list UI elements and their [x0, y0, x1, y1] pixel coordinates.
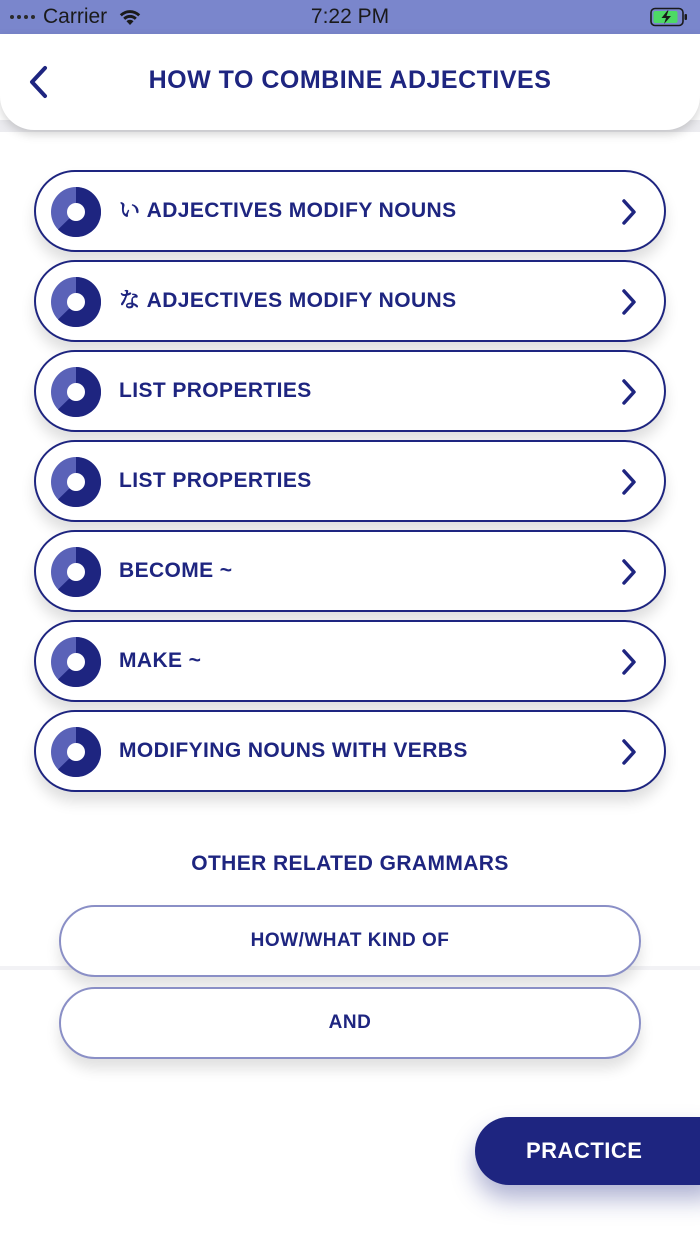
related-grammar-button[interactable]: AND	[59, 987, 641, 1059]
progress-ring-icon	[51, 367, 101, 417]
progress-ring-icon	[51, 187, 101, 237]
page-title: HOW TO COMBINE ADJECTIVES	[148, 66, 552, 94]
progress-ring-icon	[51, 277, 101, 327]
status-time: 7:22 PM	[310, 5, 390, 28]
lesson-label: LIST PROPERTIES	[119, 379, 312, 402]
lesson-label: い ADJECTIVES MODIFY NOUNS	[119, 199, 457, 222]
chevron-right-icon	[620, 288, 638, 316]
lesson-item[interactable]	[34, 620, 666, 702]
progress-ring-icon	[51, 727, 101, 777]
chevron-right-icon	[620, 558, 638, 586]
status-bar	[0, 0, 700, 34]
lesson-label: な ADJECTIVES MODIFY NOUNS	[119, 289, 457, 312]
lesson-item[interactable]	[34, 350, 666, 432]
lesson-item[interactable]	[34, 170, 666, 252]
progress-ring-icon	[51, 457, 101, 507]
battery-charging-icon	[650, 7, 688, 27]
chevron-right-icon	[620, 198, 638, 226]
chevron-right-icon	[620, 468, 638, 496]
lesson-label: LIST PROPERTIES	[119, 469, 312, 492]
progress-ring-icon	[51, 637, 101, 687]
lesson-item[interactable]	[34, 440, 666, 522]
related-section-title: OTHER RELATED GRAMMARS	[191, 852, 509, 875]
header	[0, 34, 700, 130]
practice-button[interactable]: PRACTICE	[475, 1117, 700, 1185]
chevron-right-icon	[620, 648, 638, 676]
lesson-item[interactable]	[34, 260, 666, 342]
lesson-label: MODIFYING NOUNS WITH VERBS	[119, 739, 468, 762]
carrier-label: Carrier	[43, 5, 108, 28]
lesson-item[interactable]	[34, 530, 666, 612]
chevron-right-icon	[620, 738, 638, 766]
progress-ring-icon	[51, 547, 101, 597]
chevron-right-icon	[620, 378, 638, 406]
lesson-label: BECOME ~	[119, 559, 233, 582]
lesson-label: MAKE ~	[119, 649, 202, 672]
related-grammar-button[interactable]: HOW/WHAT KIND OF	[59, 905, 641, 977]
lesson-item[interactable]	[34, 710, 666, 792]
